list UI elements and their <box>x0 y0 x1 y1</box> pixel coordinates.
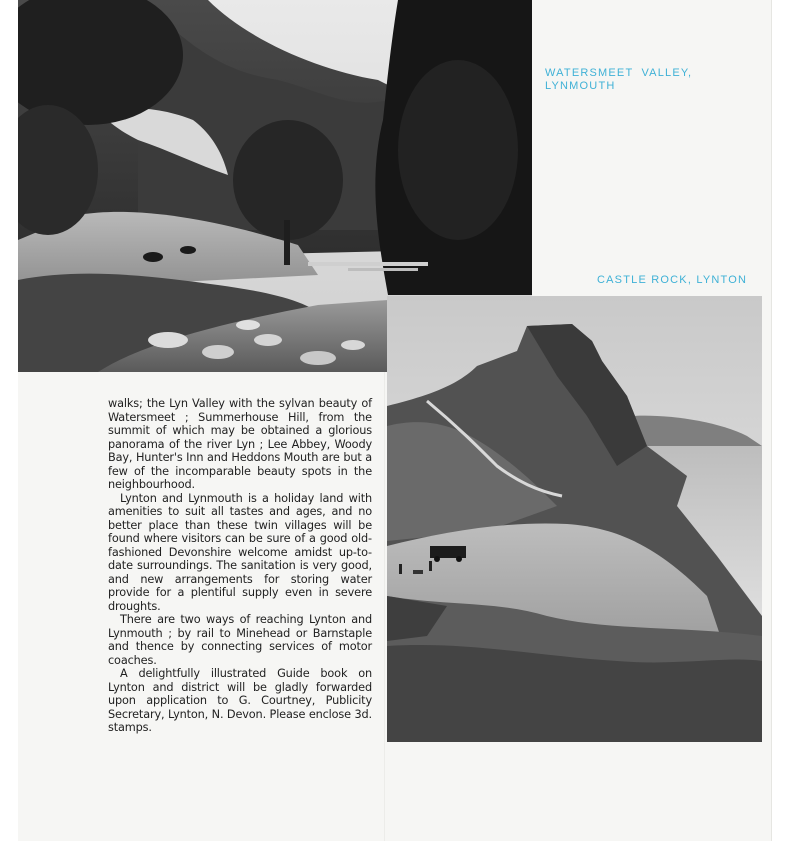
page-margin <box>0 0 18 841</box>
castle-rock-caption: CASTLE ROCK, LYNTON <box>597 274 748 286</box>
paragraph-travel: There are two ways of reaching Lynton and Lynmouth ; by rail to Minehead or Barnstaple and thence by connecting services of motor coaches. <box>108 613 372 667</box>
watersmeet-caption <box>545 67 755 93</box>
page-edge <box>771 0 800 841</box>
watersmeet-caption-line2: LYNMOUTH <box>545 80 616 92</box>
paragraph-walks: walks; the Lyn Valley with the sylvan beauty of Watersmeet ; Summerhouse Hill, from the summit of which may be obtained a glorious panorama of the river Lyn ; Lee Abbey, Woody Bay, Hunter's Inn and Heddons Mouth are but a few of the incomparable beauty spots in the neighbourhood. <box>108 397 372 491</box>
article-body <box>108 397 372 735</box>
fold-line <box>384 372 385 841</box>
paragraph-holiday-land: Lynton and Lynmouth is a holiday land with amenities to suit all tastes and ages, and no better place than these twin villages will be found where visitors can be sure of a good old-fashioned Devonshire welcome amidst up-to-date surroundings. The sanitation is very good, and new arrangements for storing water provide for a plentiful supply even in severe droughts. <box>108 491 372 613</box>
paragraph-guide-book: A delightfully illustrated Guide book on Lynton and district will be gladly forwarded upon application to G. Courtney, Publicity Secretary, Lynton, N. Devon. Please enclose 3d. stamps. <box>108 667 372 734</box>
watersmeet-caption-line1: WATERSMEET VALLEY, <box>545 67 693 79</box>
castle-rock-photo <box>387 296 762 742</box>
